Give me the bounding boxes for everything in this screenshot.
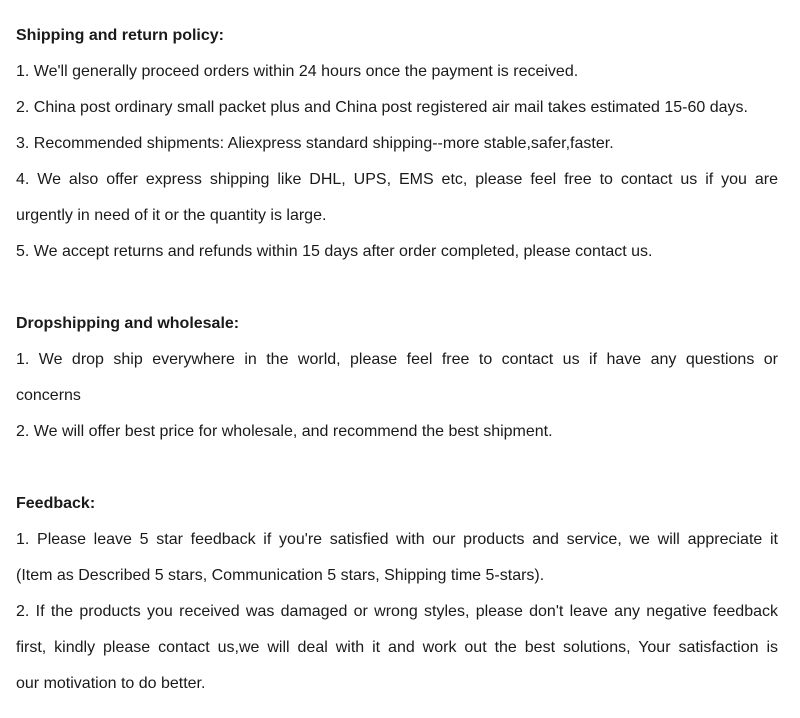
dropshipping-item-2: 2. We will offer best price for wholesale, and recommend the best shipment. bbox=[16, 423, 553, 440]
section-spacer bbox=[16, 270, 778, 306]
shipping-item-5: 5. We accept returns and refunds within 15 days after order completed, please contact us. bbox=[16, 243, 653, 260]
shipping-item-4-line-2: urgently in need of it or the quantity is large. bbox=[16, 207, 327, 224]
dropshipping-heading: Dropshipping and wholesale: bbox=[16, 315, 240, 332]
shipping-heading: Shipping and return policy: bbox=[16, 27, 224, 44]
dropshipping-section bbox=[16, 306, 778, 450]
feedback-section bbox=[16, 486, 778, 702]
shipping-item-3: 3. Recommended shipments: Aliexpress standard shipping--more stable,safer,faster. bbox=[16, 135, 614, 152]
shipping-item-2: 2. China post ordinary small packet plus and China post registered air mail takes estimated 15-60 days. bbox=[16, 99, 748, 116]
dropshipping-item-1-line-2: concerns bbox=[16, 387, 81, 404]
shipping-section bbox=[16, 18, 778, 270]
feedback-item-2-line-1: 2. If the products you received was damaged or wrong styles, please don't leave any negative feedback bbox=[16, 603, 778, 620]
feedback-heading: Feedback: bbox=[16, 495, 96, 512]
feedback-item-2-line-2: first, kindly please contact us,we will deal with it and work out the best solutions, Your satisfaction is bbox=[16, 639, 778, 656]
shipping-item-4-line-1: 4. We also offer express shipping like DHL, UPS, EMS etc, please feel free to contact us if you are bbox=[16, 171, 778, 188]
policy-document bbox=[16, 18, 778, 702]
shipping-item-1: 1. We'll generally proceed orders within 24 hours once the payment is received. bbox=[16, 63, 579, 80]
feedback-item-1-line-1: 1. Please leave 5 star feedback if you're satisfied with our products and service, we will appreciate it bbox=[16, 531, 778, 548]
feedback-item-2-line-3: our motivation to do better. bbox=[16, 675, 206, 692]
dropshipping-item-1-line-1: 1. We drop ship everywhere in the world, please feel free to contact us if have any questions or bbox=[16, 351, 778, 368]
feedback-item-1-line-2: (Item as Described 5 stars, Communication 5 stars, Shipping time 5-stars). bbox=[16, 567, 545, 584]
section-spacer bbox=[16, 450, 778, 486]
